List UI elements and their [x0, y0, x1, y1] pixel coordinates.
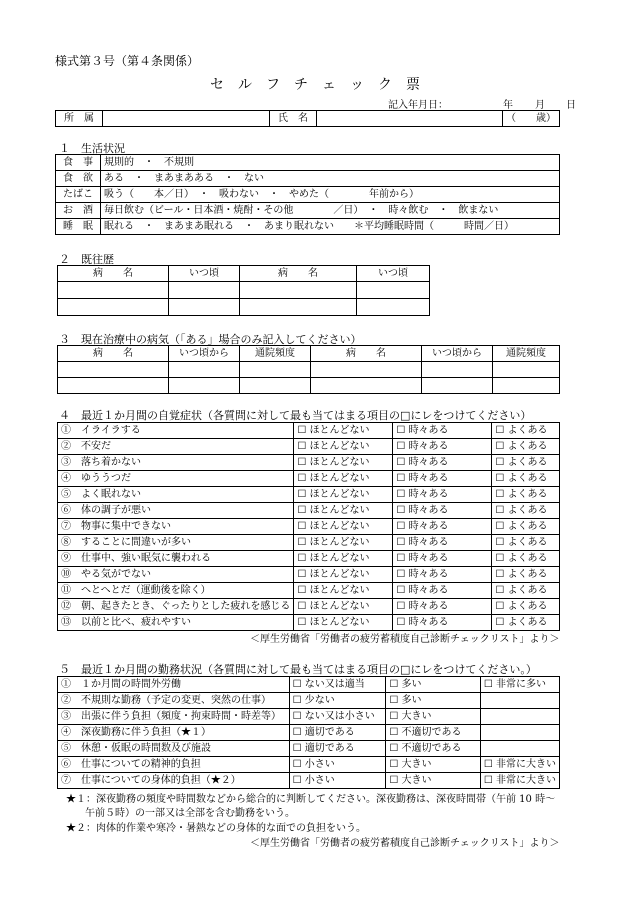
name-field[interactable] [317, 111, 503, 127]
option-label: ☐ 時々ある [396, 617, 448, 628]
question-text: 体の調子が悪い [81, 505, 151, 516]
col-disease: 病 名 [58, 266, 169, 282]
lifestyle-row [56, 155, 560, 171]
blank-cell[interactable] [422, 362, 493, 378]
question-number: ② [61, 695, 71, 706]
checkbox-option[interactable] [294, 551, 393, 567]
checkbox-option[interactable] [294, 567, 393, 583]
question-number: ③ [61, 711, 71, 722]
checkbox-option[interactable] [393, 615, 492, 631]
symptom-table [57, 422, 560, 631]
question-text: イライラする [81, 425, 141, 436]
symptom-row [58, 487, 560, 503]
work-row [58, 677, 560, 693]
symptom-row [58, 567, 560, 583]
checkbox-option[interactable] [393, 455, 492, 471]
option-label: ☐ 時々ある [396, 425, 448, 436]
checkbox-option[interactable] [294, 519, 393, 535]
symptom-row [58, 583, 560, 599]
symptom-row [58, 503, 560, 519]
row-label: 食 事 [56, 155, 101, 171]
question-number: ⑧ [61, 537, 71, 548]
option-label: ☐ 時々ある [396, 537, 448, 548]
question-number: ⑥ [61, 759, 71, 770]
option-label: ☐ よくある [495, 601, 547, 612]
option-label: ☐ ほとんどない [297, 537, 369, 548]
question-text: へとへとだ（運動後を除く） [81, 585, 211, 596]
question-text: よく眠れない [81, 489, 141, 500]
symptom-row [58, 535, 560, 551]
col-since: いつ頃から [422, 346, 493, 362]
symptom-row [58, 423, 560, 439]
option-label: ☐ 時々ある [396, 601, 448, 612]
lifestyle-row [56, 219, 560, 235]
question-text: 以前と比べ、疲れやすい [81, 617, 191, 628]
checkbox-option[interactable] [492, 583, 560, 599]
header-table [55, 110, 560, 127]
symptom-question [58, 439, 294, 455]
question-text: ゆううつだ [81, 473, 131, 484]
symptom-row [58, 615, 560, 631]
option-label: ☐ よくある [495, 473, 547, 484]
checkbox-option[interactable] [393, 487, 492, 503]
option-label: ☐ 非常に多い [484, 679, 546, 690]
row-options[interactable]: ある ・ まあまあある ・ ない [101, 171, 560, 187]
blank-cell[interactable] [169, 282, 240, 299]
checkbox-option[interactable] [294, 423, 393, 439]
question-text: 休憩・仮眠の時間数及び施設 [81, 743, 211, 754]
row-options[interactable]: 毎日飲む（ビール・日本酒・焼酎・その他 ／日） ・ 時々飲む ・ 飲まない [101, 203, 560, 219]
option-label: ☐ 時々ある [396, 489, 448, 500]
blank-cell[interactable] [240, 282, 357, 299]
blank-cell[interactable] [422, 378, 493, 394]
checkbox-option[interactable] [289, 693, 386, 709]
checkbox-option[interactable] [480, 773, 559, 789]
option-label: ☐ ほとんどない [297, 441, 369, 452]
option-label: ☐ よくある [495, 617, 547, 628]
option-label: ☐ よくある [495, 489, 547, 500]
option-label: ☐ 小さい [293, 775, 335, 786]
checkbox-option[interactable] [393, 519, 492, 535]
question-text: 仕事についての精神的負担 [81, 759, 201, 770]
question-number: ① [61, 679, 71, 690]
symptom-question [58, 615, 294, 631]
checkbox-option[interactable] [492, 599, 560, 615]
symptom-question [58, 487, 294, 503]
checkbox-option[interactable] [393, 551, 492, 567]
question-text: 朝、起きたとき、ぐったりとした疲れを感じる [81, 601, 291, 612]
blank-cell[interactable] [58, 299, 169, 316]
checkbox-option[interactable] [386, 725, 480, 741]
age-field[interactable]: （ 歳） [503, 111, 560, 127]
option-label: ☐ ほとんどない [297, 473, 369, 484]
row-options[interactable]: 吸う（ 本／日） ・ 吸わない ・ やめた（ 年前から） [101, 187, 560, 203]
checkbox-option[interactable] [294, 599, 393, 615]
checkbox-option[interactable] [492, 423, 560, 439]
checkbox-option[interactable] [294, 503, 393, 519]
question-text: 不安だ [81, 441, 111, 452]
question-number: ⑤ [61, 489, 71, 500]
work-question [58, 757, 290, 773]
checkbox-option[interactable] [289, 757, 386, 773]
note-1-cont: 午前５時）の一部又は全部を含む勤務をいう。 [85, 808, 295, 819]
section2-title: ２ 既往歴 [59, 253, 114, 266]
question-text: 仕事中、強い眠気に襲われる [81, 553, 211, 564]
option-label: ☐ 時々ある [396, 505, 448, 516]
checkbox-option[interactable] [294, 439, 393, 455]
option-label: ☐ 大きい [389, 759, 431, 770]
checkbox-option[interactable] [393, 503, 492, 519]
option-label: ☐ ほとんどない [297, 585, 369, 596]
option-label: ☐ 多い [389, 679, 421, 690]
option-label: ☐ 時々ある [396, 569, 448, 580]
symptom-question [58, 455, 294, 471]
history-table [57, 265, 430, 316]
date-month: 月 [535, 100, 545, 111]
blank-cell[interactable] [240, 362, 311, 378]
checkbox-option[interactable] [492, 439, 560, 455]
option-label: ☐ 少ない [293, 695, 335, 706]
section5-title: ５ 最近１か月間の勤務状況（各質問に対して最も当てはまる項目の□にレをつけてください。） [59, 663, 537, 676]
checkbox-option[interactable] [492, 471, 560, 487]
row-label: お 酒 [56, 203, 101, 219]
question-number: ⑥ [61, 505, 71, 516]
option-label: ☐ ない又は小さい [293, 711, 375, 722]
option-label: ☐ ほとんどない [297, 505, 369, 516]
section3-title: ３ 現在治療中の病気（「ある」場合のみ記入してください） [59, 333, 362, 346]
option-label: ☐ 大きい [389, 711, 431, 722]
checkbox-option[interactable] [294, 535, 393, 551]
option-label: ☐ ほとんどない [297, 425, 369, 436]
date-label: 記入年月日： [388, 100, 448, 111]
checkbox-option[interactable] [393, 599, 492, 615]
lifestyle-row [56, 187, 560, 203]
option-label: ☐ 時々ある [396, 521, 448, 532]
checkbox-option[interactable] [386, 709, 480, 725]
option-label: ☐ 大きい [389, 775, 431, 786]
option-label: ☐ ほとんどない [297, 489, 369, 500]
option-label: ☐ 不適切である [389, 727, 461, 738]
blank-cell[interactable] [357, 299, 430, 316]
option-label: ☐ 非常に大きい [484, 775, 556, 786]
checkbox-option[interactable] [492, 551, 560, 567]
option-label: ☐ ほとんどない [297, 617, 369, 628]
work-row [58, 693, 560, 709]
work-question [58, 693, 290, 709]
blank-cell[interactable] [169, 362, 240, 378]
option-label: ☐ 多い [389, 695, 421, 706]
blank-cell[interactable] [58, 378, 169, 394]
symptom-row [58, 471, 560, 487]
question-text: することに間違いが多い [81, 537, 191, 548]
checkbox-option[interactable] [386, 741, 480, 757]
option-label: ☐ 時々ある [396, 585, 448, 596]
work-row [58, 709, 560, 725]
blank-cell[interactable] [240, 378, 311, 394]
option-label: ☐ ない又は適当 [293, 679, 365, 690]
form-number: 様式第３号（第４条関係） [55, 54, 200, 68]
option-label: ☐ 適切である [293, 743, 355, 754]
question-text: １か月間の時間外労働 [81, 679, 181, 690]
checkbox-option[interactable] [492, 615, 560, 631]
symptom-question [58, 471, 294, 487]
option-label: ☐ ほとんどない [297, 569, 369, 580]
col-since: いつ頃から [169, 346, 240, 362]
col-frequency: 通院頻度 [493, 346, 560, 362]
work-row [58, 725, 560, 741]
question-number: ④ [61, 473, 71, 484]
row-options[interactable]: 規則的 ・ 不規則 [101, 155, 560, 171]
date-day: 日 [566, 100, 576, 111]
option-label: ☐ よくある [495, 441, 547, 452]
option-label: ☐ 時々ある [396, 553, 448, 564]
question-number: ⑩ [61, 569, 71, 580]
question-number: ③ [61, 457, 71, 468]
checkbox-option[interactable] [386, 757, 480, 773]
checkbox-option[interactable] [294, 583, 393, 599]
blank-cell[interactable] [58, 282, 169, 299]
section4-title: ４ 最近１か月間の自覚症状（各質問に対して最も当てはまる項目の□にレをつけてください） [59, 409, 532, 422]
option-label: ☐ よくある [495, 537, 547, 548]
row-label: 睡 眠 [56, 219, 101, 235]
blank-cell[interactable] [311, 378, 422, 394]
question-text: 落ち着かない [81, 457, 141, 468]
checkbox-option[interactable] [480, 677, 559, 693]
symptom-question [58, 551, 294, 567]
option-label: ☐ 時々ある [396, 473, 448, 484]
question-number: ⑤ [61, 743, 71, 754]
question-text: 物事に集中できない [81, 521, 171, 532]
checkbox-option[interactable] [386, 693, 480, 709]
work-question [58, 709, 290, 725]
work-row [58, 773, 560, 789]
row-options[interactable]: 眠れる ・ まあまあ眠れる ・ あまり眠れない ＊平均睡眠時間（ 時間／日） [101, 219, 560, 235]
question-text: 不規則な勤務（予定の変更、突然の仕事） [81, 695, 271, 706]
section5-source: ＜厚生労働省「労働者の疲労蓄積度自己診断チェックリスト」より＞ [250, 838, 560, 849]
checkbox-option[interactable] [492, 487, 560, 503]
option-label: ☐ よくある [495, 569, 547, 580]
option-label: ☐ 時々ある [396, 441, 448, 452]
symptom-question [58, 503, 294, 519]
empty-cell [480, 725, 559, 741]
symptom-question [58, 535, 294, 551]
checkbox-option[interactable] [480, 757, 559, 773]
work-table [57, 676, 560, 789]
checkbox-option[interactable] [294, 471, 393, 487]
symptom-row [58, 519, 560, 535]
checkbox-option[interactable] [393, 439, 492, 455]
work-question [58, 741, 290, 757]
empty-cell [480, 741, 559, 757]
symptom-question [58, 567, 294, 583]
option-label: ☐ ほとんどない [297, 553, 369, 564]
date-year: 年 [503, 100, 513, 111]
affiliation-label: 所 属 [56, 111, 103, 127]
work-question [58, 677, 290, 693]
symptom-question [58, 583, 294, 599]
option-label: ☐ よくある [495, 457, 547, 468]
question-number: ⑫ [61, 601, 71, 612]
option-label: ☐ ほとんどない [297, 457, 369, 468]
checkbox-option[interactable] [492, 567, 560, 583]
lifestyle-row [56, 171, 560, 187]
option-label: ☐ ほとんどない [297, 601, 369, 612]
col-disease: 病 名 [311, 346, 422, 362]
checkbox-option[interactable] [289, 709, 386, 725]
symptom-row [58, 551, 560, 567]
col-when: いつ頃 [169, 266, 240, 282]
option-label: ☐ 非常に大きい [484, 759, 556, 770]
option-label: ☐ ほとんどない [297, 521, 369, 532]
row-label: 食 欲 [56, 171, 101, 187]
option-label: ☐ よくある [495, 425, 547, 436]
question-number: ⑨ [61, 553, 71, 564]
option-label: ☐ よくある [495, 521, 547, 532]
lifestyle-row [56, 203, 560, 219]
blank-cell[interactable] [493, 362, 560, 378]
blank-cell[interactable] [169, 299, 240, 316]
option-label: ☐ 適切である [293, 727, 355, 738]
question-number: ② [61, 441, 71, 452]
blank-cell[interactable] [169, 378, 240, 394]
row-label: たばこ [56, 187, 101, 203]
option-label: ☐ よくある [495, 553, 547, 564]
section1-title: １ 生活状況 [59, 142, 125, 155]
question-text: やる気がでない [81, 569, 151, 580]
work-question [58, 773, 290, 789]
col-frequency: 通院頻度 [240, 346, 311, 362]
checkbox-option[interactable] [289, 773, 386, 789]
option-label: ☐ 不適切である [389, 743, 461, 754]
checkbox-option[interactable] [289, 741, 386, 757]
section4-source: ＜厚生労働省「労働者の疲労蓄積度自己診断チェックリスト」より＞ [250, 634, 560, 645]
question-number: ④ [61, 727, 71, 738]
checkbox-option[interactable] [393, 423, 492, 439]
checkbox-option[interactable] [492, 503, 560, 519]
lifestyle-table [55, 154, 560, 235]
work-row [58, 757, 560, 773]
name-label: 氏 名 [270, 111, 317, 127]
option-label: ☐ 時々ある [396, 457, 448, 468]
col-when: いつ頃 [357, 266, 430, 282]
checkbox-option[interactable] [386, 773, 480, 789]
work-question [58, 725, 290, 741]
question-text: 出張に伴う負担（頻度・拘束時間・時差等） [81, 711, 281, 722]
checkbox-option[interactable] [492, 455, 560, 471]
empty-cell [480, 709, 559, 725]
checkbox-option[interactable] [393, 583, 492, 599]
checkbox-option[interactable] [294, 615, 393, 631]
checkbox-option[interactable] [492, 535, 560, 551]
checkbox-option[interactable] [393, 567, 492, 583]
symptom-row [58, 455, 560, 471]
blank-cell[interactable] [240, 299, 357, 316]
col-disease: 病 名 [240, 266, 357, 282]
blank-cell[interactable] [357, 282, 430, 299]
col-disease: 病 名 [58, 346, 169, 362]
affiliation-field[interactable] [103, 111, 270, 127]
checkbox-option[interactable] [294, 455, 393, 471]
question-number: ⑬ [61, 617, 71, 628]
symptom-question [58, 423, 294, 439]
symptom-question [58, 599, 294, 615]
checkbox-option[interactable] [294, 487, 393, 503]
work-row [58, 741, 560, 757]
checkbox-option[interactable] [393, 535, 492, 551]
symptom-question [58, 519, 294, 535]
option-label: ☐ よくある [495, 585, 547, 596]
page-title: セ ル フ チ ェ ッ ク 票 [210, 77, 420, 93]
blank-cell[interactable] [58, 362, 169, 378]
checkbox-option[interactable] [492, 519, 560, 535]
question-number: ⑦ [61, 521, 71, 532]
note-1: ★１：深夜勤務の頻度や時間数などから総合的に判断してください。深夜勤務は、深夜時間帯（午前 10 時～ [66, 794, 556, 805]
option-label: ☐ 小さい [293, 759, 335, 770]
checkbox-option[interactable] [386, 677, 480, 693]
blank-cell[interactable] [493, 378, 560, 394]
note-2: ★２：肉体的作業や寒冷・暑熱などの身体的な面での負担をいう。 [66, 823, 366, 834]
option-label: ☐ よくある [495, 505, 547, 516]
question-number: ① [61, 425, 71, 436]
checkbox-option[interactable] [289, 677, 386, 693]
symptom-row [58, 439, 560, 455]
question-text: 仕事についての身体的負担（★２） [81, 775, 241, 786]
symptom-row [58, 599, 560, 615]
empty-cell [480, 693, 559, 709]
question-number: ⑪ [61, 585, 71, 596]
treatment-table [57, 345, 560, 394]
blank-cell[interactable] [311, 362, 422, 378]
question-text: 深夜勤務に伴う負担（★１） [81, 727, 211, 738]
question-number: ⑦ [61, 775, 71, 786]
checkbox-option[interactable] [289, 725, 386, 741]
checkbox-option[interactable] [393, 471, 492, 487]
